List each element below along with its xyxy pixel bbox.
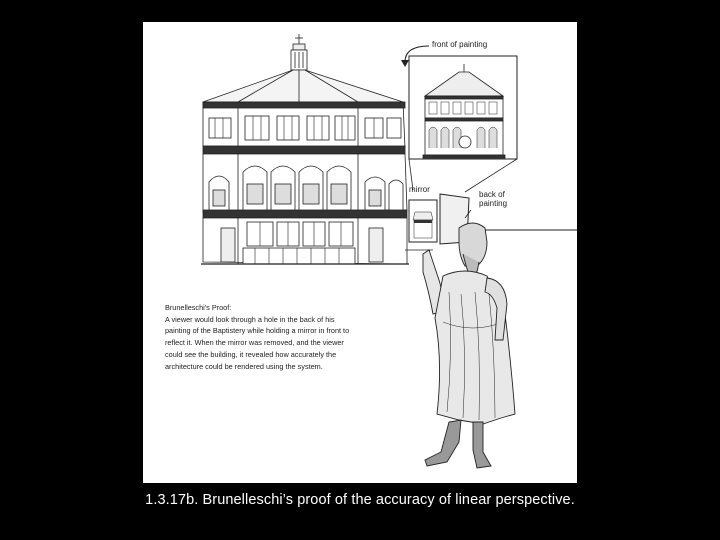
slide-title: 1.3.17b. Brunelleschi’s proof of the accuracy of linear perspective.: [145, 492, 575, 508]
proof-caption: [165, 302, 351, 372]
mirror-label: mirror: [409, 185, 430, 194]
painting-front-inset: [401, 46, 517, 192]
back-of-painting-label: back of painting: [479, 190, 508, 209]
front-of-painting-label: front of painting: [432, 40, 488, 49]
caption-body: A viewer would look through a hole in the back of his painting of the Baptistery while holding a mirror in front to reflect it. When the mirror was removed, and the viewer could see the building, it revealed how accurately the architecture could be rendered using the system.: [165, 314, 350, 371]
viewer-figure: [423, 223, 515, 468]
baptistery-drawing: [201, 34, 409, 264]
caption-title: Brunelleschi's Proof:: [165, 303, 232, 312]
figure-panel: [143, 22, 577, 483]
figure-illustration: [143, 22, 577, 483]
